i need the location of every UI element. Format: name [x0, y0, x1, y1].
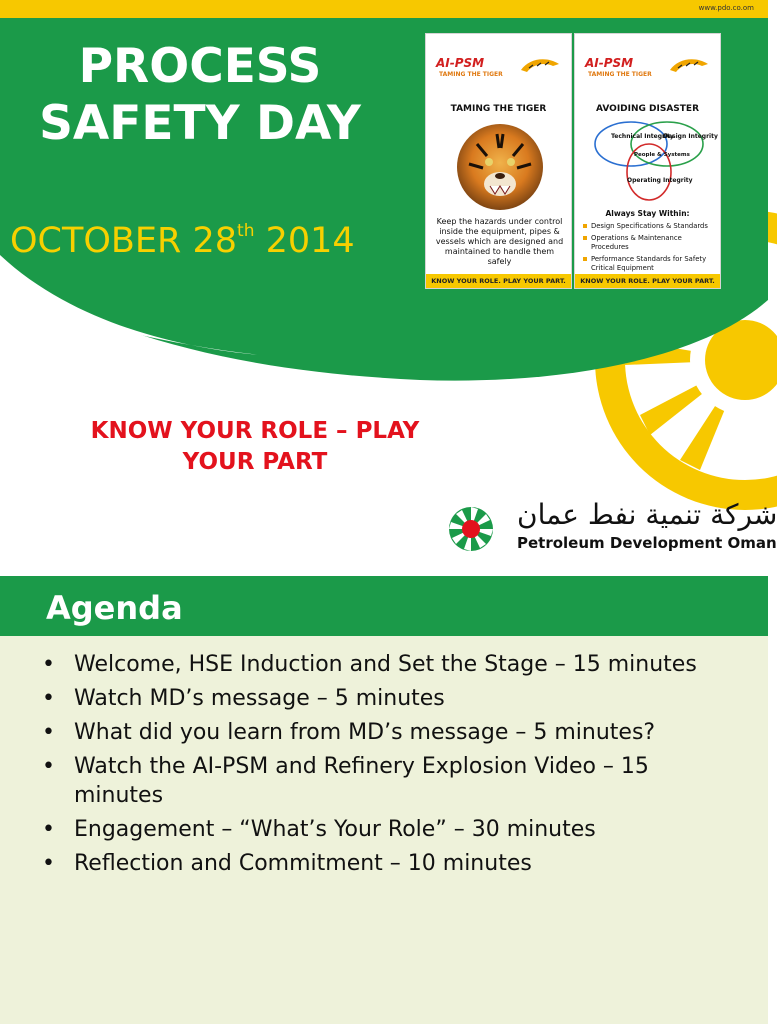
bullet-icon: •	[42, 652, 55, 677]
poster-footer: KNOW YOUR ROLE. PLAY YOUR PART.	[575, 274, 720, 288]
top-bar	[0, 0, 768, 18]
poster-list-item: Design Specifications & Standards	[583, 222, 719, 231]
venn-label-technical: Technical Integrity	[611, 133, 674, 140]
date-month-day: OCTOBER 28	[10, 221, 238, 261]
bullet-icon: •	[42, 754, 55, 779]
agenda-item-text: Engagement – “What’s Your Role” – 30 minutes	[74, 817, 596, 842]
agenda-item-text: What did you learn from MD’s message – 5 minutes?	[74, 720, 656, 745]
title-line-1: PROCESS	[78, 39, 322, 94]
pdo-logo-icon	[447, 505, 495, 553]
agenda-item-text: Watch MD’s message – 5 minutes	[74, 686, 445, 711]
poster-list-item: Operations & Maintenance Procedures	[583, 234, 719, 252]
bullet-icon: •	[42, 686, 55, 711]
agenda-item	[40, 815, 740, 844]
date-year: 2014	[265, 221, 355, 261]
tiger-face-image	[457, 124, 543, 210]
company-name: Petroleum Development Oman	[517, 534, 777, 552]
poster-logo: AI-PSM	[585, 56, 634, 70]
venn-label-design: Design Integrity	[663, 133, 718, 140]
bullet-icon: •	[42, 817, 55, 842]
date-ordinal-suffix: th	[237, 221, 255, 241]
bullet-icon: •	[42, 851, 55, 876]
venn-label-people: People & Systems	[634, 152, 690, 158]
agenda-title: Agenda	[46, 589, 183, 627]
agenda-slide	[0, 576, 768, 1024]
poster-taming-the-tiger	[425, 33, 572, 289]
agenda-item	[40, 849, 740, 878]
agenda-item-text: Reflection and Commitment – 10 minutes	[74, 851, 532, 876]
title-line-2: SAFETY DAY	[39, 96, 361, 151]
agenda-item	[40, 752, 740, 810]
poster-logo-subtitle: TAMING THE TIGER	[439, 71, 503, 78]
poster-body-text: Keep the hazards under control inside the equipment, pipes & vessels which are designed and maintained to handle them safely	[435, 217, 564, 266]
agenda-item-text: Watch the AI-PSM and Refinery Explosion Video – 15 minutes	[74, 754, 649, 808]
poster-avoiding-disaster	[574, 33, 721, 289]
poster-logo-subtitle: TAMING THE TIGER	[588, 71, 652, 78]
poster-subheading: Always Stay Within:	[605, 209, 690, 218]
venn-label-operating: Operating Integrity	[627, 177, 693, 184]
integrity-venn-diagram	[589, 114, 718, 202]
company-name-arabic: شركة تنمية نفط عمان	[517, 498, 777, 531]
tagline-line-2: YOUR PART	[182, 449, 328, 475]
agenda-header-bar	[0, 576, 768, 636]
slide-title	[8, 38, 392, 152]
agenda-list	[40, 650, 740, 883]
agenda-item	[40, 684, 740, 713]
poster-logo: AI-PSM	[436, 56, 485, 70]
tiger-mark-icon	[668, 56, 710, 74]
poster-list-item: Performance Standards for Safety Critical Equipment	[583, 255, 719, 273]
website-url[interactable]: www.pdo.co.om	[698, 4, 754, 12]
agenda-item-text: Welcome, HSE Induction and Set the Stage – 15 minutes	[74, 652, 697, 677]
poster-heading: TAMING THE TIGER	[450, 104, 547, 114]
tagline-line-1: KNOW YOUR ROLE – PLAY	[90, 418, 420, 444]
tiger-mark-icon	[519, 56, 561, 74]
agenda-item	[40, 650, 740, 679]
poster-footer: KNOW YOUR ROLE. PLAY YOUR PART.	[426, 274, 571, 288]
poster-list	[583, 222, 719, 276]
event-date	[10, 209, 355, 263]
poster-heading: AVOIDING DISASTER	[596, 104, 699, 114]
agenda-item	[40, 718, 740, 747]
tagline	[55, 416, 455, 478]
bullet-icon: •	[42, 720, 55, 745]
